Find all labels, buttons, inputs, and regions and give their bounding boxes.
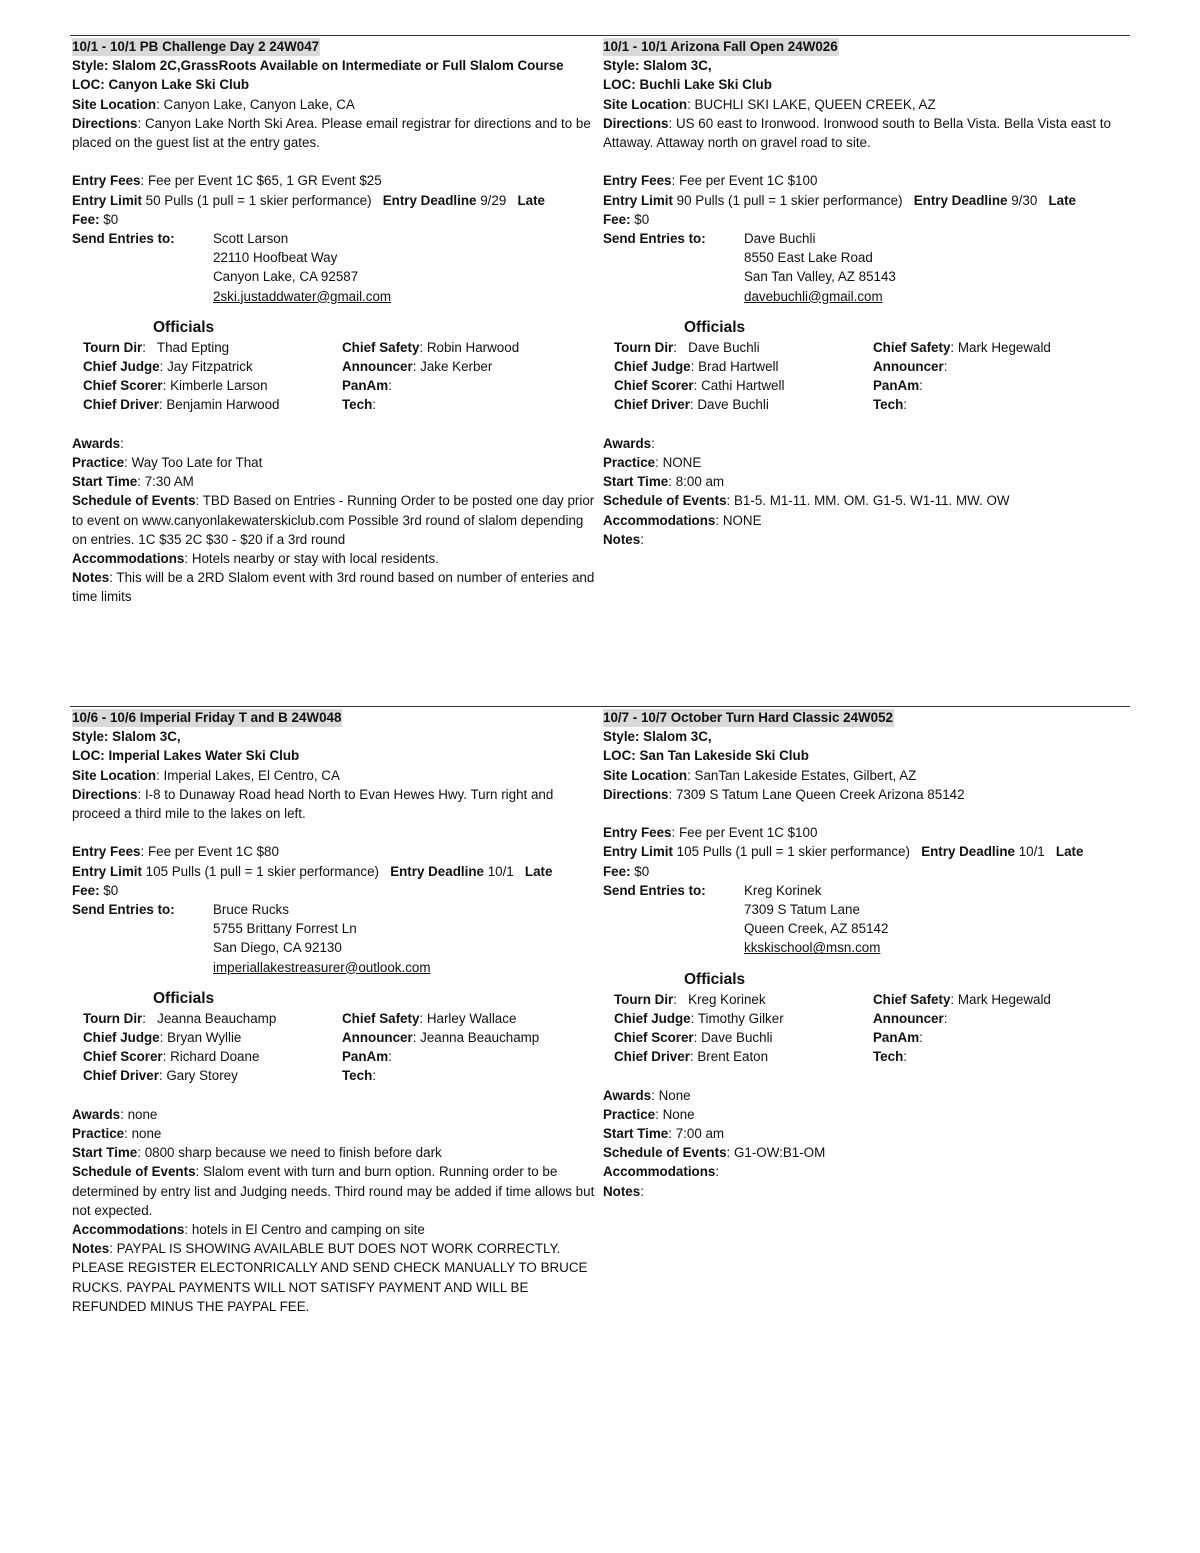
- send-city: Canyon Lake, CA 92587: [213, 269, 359, 285]
- send-entries: Send Entries to: Bruce Rucks 5755 Brittany Forrest Ln San Diego, CA 92130 imperiallakestreasurer@outlook.com: [72, 900, 597, 977]
- tourn-dir: Tourn Dir: Thad Epting: [83, 339, 230, 355]
- chief-driver: Chief Driver: Gary Storey: [83, 1068, 238, 1084]
- event-style: Style: Slalom 3C,: [603, 729, 712, 745]
- event-directions: Directions: US 60 east to Ironwood. Ironwood south to Bella Vista. Bella Vista east to Attaway. Attaway north on gravel road to site.: [603, 115, 1111, 151]
- event-late-fee: Fee: $0: [603, 211, 650, 227]
- tourn-dir: Tourn Dir: Kreg Korinek: [614, 991, 766, 1007]
- send-name: Kreg Korinek: [744, 882, 822, 898]
- send-email-link[interactable]: davebuchli@gmail.com: [744, 288, 883, 304]
- announcer: Announcer: Jake Kerber: [342, 359, 493, 375]
- schedule-of-events: Schedule of Events: G1-OW:B1-OM: [603, 1145, 826, 1161]
- panam: PanAm:: [873, 378, 923, 394]
- chief-judge: Chief Judge: Brad Hartwell: [614, 359, 779, 375]
- event-entry-fees: Entry Fees: Fee per Event 1C $100: [603, 173, 818, 189]
- officials-grid: [603, 338, 1128, 415]
- chief-safety: Chief Safety: Mark Hegewald: [873, 991, 1051, 1007]
- schedule-of-events: Schedule of Events: Slalom event with turn and burn option. Running order to be determined by entry list and Judging needs. Third round may be added if time allows but not expected.: [72, 1164, 595, 1218]
- chief-driver: Chief Driver: Benjamin Harwood: [83, 397, 280, 413]
- awards: Awards: none: [72, 1106, 158, 1122]
- event-site: Site Location: Imperial Lakes, El Centro, CA: [72, 767, 340, 783]
- event-block: [72, 708, 597, 1316]
- announcer: Announcer:: [873, 359, 948, 375]
- accommodations: Accommodations:: [603, 1164, 720, 1180]
- event-site: Site Location: BUCHLI SKI LAKE, QUEEN CREEK, AZ: [603, 96, 936, 112]
- event-late-fee: Fee: $0: [72, 211, 119, 227]
- tech: Tech:: [342, 397, 376, 413]
- officials-heading: Officials: [153, 318, 215, 336]
- notes: Notes: PAYPAL IS SHOWING AVAILABLE BUT DOES NOT WORK CORRECTLY. PLEASE REGISTER ELECTONRICALLY AND SEND CHECK MANUALLY TO BRUCE RUCKS. PAYPAL PAYMENTS WILL NOT SATISFY PAYMENT AND WILL BE REFUNDED MINUS THE PAYPAL FEE.: [72, 1241, 588, 1314]
- event-directions: Directions: Canyon Lake North Ski Area. Please email registrar for directions and to be placed on the guest list at the entry gates.: [72, 115, 591, 151]
- schedule-of-events: Schedule of Events: TBD Based on Entries - Running Order to be posted one day prior to event on www.canyonlakewaterskiclub.com Possible 3rd round of slalom depending on entries. 1C $35 2C $30 - $20 if a 3rd round: [72, 493, 595, 547]
- accommodations: Accommodations: hotels in El Centro and camping on site: [72, 1222, 425, 1238]
- event-style: Style: Slalom 3C,: [603, 58, 712, 74]
- event-directions: Directions: 7309 S Tatum Lane Queen Creek Arizona 85142: [603, 786, 965, 802]
- officials-heading: Officials: [684, 970, 746, 988]
- awards: Awards:: [603, 435, 655, 451]
- event-late-fee: Fee: $0: [72, 882, 119, 898]
- event-loc: LOC: Imperial Lakes Water Ski Club: [72, 748, 300, 764]
- event-block: [603, 708, 1128, 1201]
- chief-judge: Chief Judge: Jay Fitzpatrick: [83, 359, 253, 375]
- event-block: [603, 37, 1128, 549]
- chief-scorer: Chief Scorer: Richard Doane: [83, 1049, 260, 1065]
- send-email-link[interactable]: imperiallakestreasurer@outlook.com: [213, 959, 431, 975]
- send-street: 7309 S Tatum Lane: [744, 902, 860, 918]
- chief-safety: Chief Safety: Mark Hegewald: [873, 339, 1051, 355]
- tech: Tech:: [342, 1068, 376, 1084]
- chief-driver: Chief Driver: Dave Buchli: [614, 397, 769, 413]
- send-entries: Send Entries to: Kreg Korinek 7309 S Tatum Lane Queen Creek, AZ 85142 kkskischool@msn.com: [603, 881, 1128, 958]
- officials-grid: [72, 1009, 597, 1086]
- event-loc: LOC: Buchli Lake Ski Club: [603, 77, 772, 93]
- send-street: 5755 Brittany Forrest Ln: [213, 921, 357, 937]
- awards: Awards: None: [603, 1087, 691, 1103]
- chief-safety: Chief Safety: Harley Wallace: [342, 1010, 517, 1026]
- event-entry-limit: Entry Limit 105 Pulls (1 pull = 1 skier performance) Entry Deadline 10/1 Late: [603, 844, 1084, 860]
- middle-divider: [70, 706, 1130, 707]
- event-loc: LOC: Canyon Lake Ski Club: [72, 77, 250, 93]
- officials-grid: [72, 338, 597, 415]
- event-entry-limit: Entry Limit 105 Pulls (1 pull = 1 skier performance) Entry Deadline 10/1 Late: [72, 863, 553, 879]
- event-title: 10/6 - 10/6 Imperial Friday T and B 24W048: [72, 710, 342, 725]
- send-email-link[interactable]: 2ski.justaddwater@gmail.com: [213, 288, 392, 304]
- event-style: Style: Slalom 3C,: [72, 729, 181, 745]
- send-city: San Tan Valley, AZ 85143: [744, 269, 896, 285]
- tech: Tech:: [873, 397, 907, 413]
- chief-scorer: Chief Scorer: Dave Buchli: [614, 1030, 773, 1046]
- officials-heading: Officials: [684, 318, 746, 336]
- panam: PanAm:: [342, 378, 392, 394]
- officials-heading: Officials: [153, 989, 215, 1007]
- announcer: Announcer:: [873, 1010, 948, 1026]
- accommodations: Accommodations: Hotels nearby or stay with local residents.: [72, 551, 439, 567]
- panam: PanAm:: [873, 1030, 923, 1046]
- event-loc: LOC: San Tan Lakeside Ski Club: [603, 748, 809, 764]
- event-entry-limit: Entry Limit 90 Pulls (1 pull = 1 skier performance) Entry Deadline 9/30 Late: [603, 192, 1077, 208]
- event-title: 10/1 - 10/1 Arizona Fall Open 24W026: [603, 39, 838, 54]
- event-entry-limit: Entry Limit 50 Pulls (1 pull = 1 skier performance) Entry Deadline 9/29 Late: [72, 192, 546, 208]
- schedule-of-events: Schedule of Events: B1-5. M1-11. MM. OM. G1-5. W1-11. MW. OW: [603, 493, 1010, 509]
- accommodations: Accommodations: NONE: [603, 512, 762, 528]
- send-entries: Send Entries to: Dave Buchli 8550 East Lake Road San Tan Valley, AZ 85143 davebuchli@gmail.com: [603, 229, 1128, 306]
- send-city: Queen Creek, AZ 85142: [744, 921, 889, 937]
- event-directions: Directions: I-8 to Dunaway Road head North to Evan Hewes Hwy. Turn right and proceed a third mile to the lakes on left.: [72, 786, 554, 822]
- panam: PanAm:: [342, 1049, 392, 1065]
- awards: Awards:: [72, 435, 124, 451]
- event-title: 10/7 - 10/7 October Turn Hard Classic 24W052: [603, 710, 894, 725]
- top-divider: [70, 35, 1130, 36]
- send-street: 8550 East Lake Road: [744, 250, 873, 266]
- event-late-fee: Fee: $0: [603, 863, 650, 879]
- tech: Tech:: [873, 1049, 907, 1065]
- start-time: Start Time: 0800 sharp because we need to finish before dark: [72, 1145, 442, 1161]
- notes: Notes:: [603, 1183, 644, 1199]
- send-name: Dave Buchli: [744, 231, 816, 247]
- start-time: Start Time: 8:00 am: [603, 474, 725, 490]
- event-entry-fees: Entry Fees: Fee per Event 1C $65, 1 GR Event $25: [72, 173, 382, 189]
- event-style: Style: Slalom 2C,GrassRoots Available on Intermediate or Full Slalom Course: [72, 58, 564, 74]
- event-site: Site Location: Canyon Lake, Canyon Lake, CA: [72, 96, 355, 112]
- send-city: San Diego, CA 92130: [213, 940, 342, 956]
- practice: Practice: None: [603, 1106, 695, 1122]
- start-time: Start Time: 7:00 am: [603, 1126, 725, 1142]
- officials-grid: [603, 990, 1128, 1067]
- event-entry-fees: Entry Fees: Fee per Event 1C $80: [72, 844, 279, 860]
- notes: Notes:: [603, 531, 644, 547]
- event-title: 10/1 - 10/1 PB Challenge Day 2 24W047: [72, 39, 320, 54]
- event-entry-fees: Entry Fees: Fee per Event 1C $100: [603, 825, 818, 841]
- chief-safety: Chief Safety: Robin Harwood: [342, 339, 520, 355]
- practice: Practice: NONE: [603, 455, 702, 471]
- tourn-dir: Tourn Dir: Dave Buchli: [614, 339, 760, 355]
- send-entries: Send Entries to: Scott Larson 22110 Hoofbeat Way Canyon Lake, CA 92587 2ski.justaddwater@gmail.com: [72, 229, 597, 306]
- chief-scorer: Chief Scorer: Kimberle Larson: [83, 378, 268, 394]
- send-name: Scott Larson: [213, 231, 289, 247]
- event-block: [72, 37, 597, 607]
- chief-judge: Chief Judge: Bryan Wyllie: [83, 1030, 242, 1046]
- send-street: 22110 Hoofbeat Way: [213, 250, 338, 266]
- chief-driver: Chief Driver: Brent Eaton: [614, 1049, 769, 1065]
- chief-judge: Chief Judge: Timothy Gilker: [614, 1010, 784, 1026]
- send-email-link[interactable]: kkskischool@msn.com: [744, 940, 881, 956]
- tourn-dir: Tourn Dir: Jeanna Beauchamp: [83, 1010, 277, 1026]
- chief-scorer: Chief Scorer: Cathi Hartwell: [614, 378, 785, 394]
- practice: Practice: none: [72, 1126, 162, 1142]
- announcer: Announcer: Jeanna Beauchamp: [342, 1030, 540, 1046]
- send-name: Bruce Rucks: [213, 902, 289, 918]
- notes: Notes: This will be a 2RD Slalom event with 3rd round based on number of enteries and time limits: [72, 570, 595, 605]
- practice: Practice: Way Too Late for That: [72, 455, 263, 471]
- event-site: Site Location: SanTan Lakeside Estates, Gilbert, AZ: [603, 767, 917, 783]
- start-time: Start Time: 7:30 AM: [72, 474, 194, 490]
